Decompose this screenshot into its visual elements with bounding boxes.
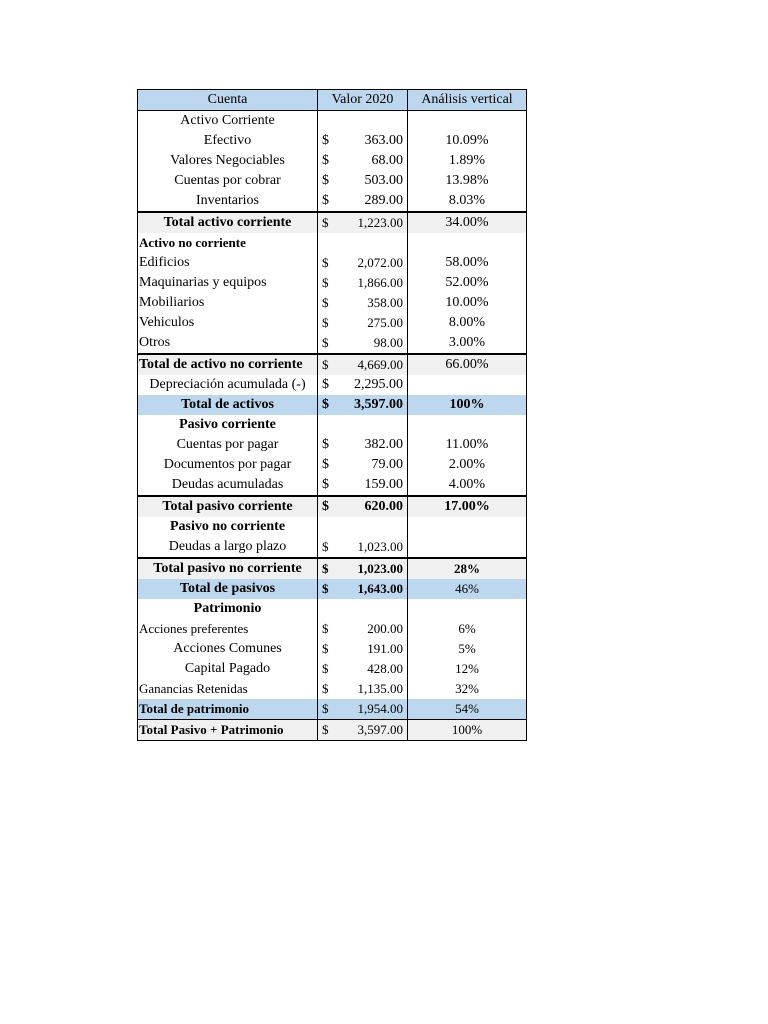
amount: 4,669.00 [357,357,403,372]
table-row [138,191,527,212]
currency-symbol: $ [322,722,329,737]
currency-symbol: $ [322,539,329,554]
row-percent[interactable]: 34.00% [408,212,527,233]
row-percent[interactable]: 1.89% [408,151,527,171]
table-row [138,253,527,273]
row-label[interactable]: Total Pasivo + Patrimonio [138,720,318,741]
amount: 363.00 [364,133,403,148]
currency-symbol: $ [322,315,329,330]
row-value[interactable] [318,599,408,619]
row-percent[interactable] [408,233,527,253]
amount: 98.00 [373,335,403,350]
currency-symbol: $ [322,215,329,230]
amount: 275.00 [367,315,403,330]
currency-symbol: $ [322,377,329,392]
row-value[interactable] [318,111,408,132]
row-value[interactable] [318,212,408,233]
grand-total-row [138,395,527,415]
table-row [138,455,527,475]
row-value[interactable] [318,455,408,475]
row-value[interactable] [318,273,408,293]
total-row [138,558,527,579]
row-label[interactable]: Total activo corriente [138,212,318,233]
row-value[interactable] [318,131,408,151]
row-label[interactable]: Pasivo no corriente [138,517,318,537]
currency-symbol: $ [322,457,329,472]
row-value[interactable] [318,639,408,659]
currency-symbol: $ [322,561,329,576]
amount: 200.00 [367,621,403,636]
section-row [138,517,527,537]
balance-sheet [137,89,526,741]
row-percent[interactable]: 6% [408,619,527,639]
table-row [138,273,527,293]
row-label[interactable]: Acciones Comunes [138,639,318,659]
currency-symbol: $ [322,193,329,208]
amount: 2,295.00 [354,377,403,392]
amount: 620.00 [364,499,403,514]
table-row [138,151,527,171]
section-row [138,233,527,253]
amount: 68.00 [371,153,403,168]
row-label[interactable]: Total de activo no corriente [138,354,318,375]
row-percent[interactable] [408,415,527,435]
row-percent[interactable]: 46% [408,579,527,599]
currency-symbol: $ [322,255,329,270]
grand-total-row [138,579,527,599]
currency-symbol: $ [322,701,329,716]
row-value[interactable] [318,151,408,171]
row-value[interactable] [318,517,408,537]
row-percent[interactable] [408,375,527,395]
table-row [138,639,527,659]
amount: 382.00 [364,437,403,452]
amount: 191.00 [367,641,403,656]
row-value[interactable] [318,313,408,333]
row-percent[interactable]: 4.00% [408,475,527,496]
row-percent[interactable]: 11.00% [408,435,527,455]
row-value[interactable] [318,558,408,579]
table-row [138,111,527,132]
table-row [138,333,527,354]
amount: 3,597.00 [354,397,403,412]
row-percent[interactable]: 66.00% [408,354,527,375]
currency-symbol: $ [322,477,329,492]
currency-symbol: $ [322,133,329,148]
row-percent[interactable] [408,599,527,619]
amount: 503.00 [364,173,403,188]
row-percent[interactable] [408,537,527,558]
row-label[interactable]: Pasivo corriente [138,415,318,435]
total-row [138,354,527,375]
row-label[interactable]: Ganancias Retenidas [138,679,318,699]
row-label[interactable]: Deudas a largo plazo [138,537,318,558]
table-row [138,435,527,455]
currency-symbol: $ [322,437,329,452]
grand-total-row [138,699,527,720]
currency-symbol: $ [322,335,329,350]
row-percent[interactable]: 54% [408,699,527,720]
row-label[interactable]: Depreciación acumulada (-) [138,375,318,395]
currency-symbol: $ [322,681,329,696]
currency-symbol: $ [322,661,329,676]
balance-table [137,89,527,741]
amount: 1,023.00 [357,561,403,576]
table-row [138,537,527,558]
header-analisis[interactable]: Análisis vertical [408,90,527,111]
row-label[interactable]: Valores Negociables [138,151,318,171]
row-label[interactable]: Cuentas por pagar [138,435,318,455]
row-label[interactable]: Maquinarias y equipos [138,273,318,293]
row-label[interactable]: Vehiculos [138,313,318,333]
amount: 3,597.00 [357,722,403,737]
total-row [138,496,527,517]
row-value[interactable] [318,659,408,679]
row-value[interactable] [318,191,408,212]
row-value[interactable] [318,293,408,313]
currency-symbol: $ [322,499,329,514]
table-header-row [138,90,527,111]
row-label[interactable]: Capital Pagado [138,659,318,679]
amount: 358.00 [367,295,403,310]
row-label[interactable]: Total de activos [138,395,318,415]
row-percent[interactable]: 13.98% [408,171,527,191]
row-label[interactable]: Cuentas por cobrar [138,171,318,191]
currency-symbol: $ [322,641,329,656]
row-label[interactable]: Acciones preferentes [138,619,318,639]
row-value[interactable] [318,679,408,699]
row-value[interactable] [318,475,408,496]
row-percent[interactable]: 100% [408,395,527,415]
row-value[interactable] [318,579,408,599]
row-percent[interactable]: 58.00% [408,253,527,273]
amount: 159.00 [364,477,403,492]
amount: 1,223.00 [357,215,403,230]
row-percent[interactable] [408,517,527,537]
amount: 1,954.00 [357,701,403,716]
header-valor[interactable]: Valor 2020 [318,90,408,111]
row-value[interactable] [318,233,408,253]
row-value[interactable] [318,354,408,375]
row-percent[interactable]: 10.09% [408,131,527,151]
row-label[interactable]: Deudas acumuladas [138,475,318,496]
row-label[interactable]: Activo Corriente [138,111,318,132]
amount: 1,866.00 [357,275,403,290]
row-percent[interactable]: 8.03% [408,191,527,212]
row-label[interactable]: Mobiliarios [138,293,318,313]
currency-symbol: $ [322,153,329,168]
table-row [138,659,527,679]
currency-symbol: $ [322,581,329,596]
row-percent[interactable] [408,111,527,132]
row-label[interactable]: Efectivo [138,131,318,151]
row-value[interactable] [318,699,408,720]
row-value[interactable] [318,496,408,517]
section-row [138,599,527,619]
row-value[interactable] [318,415,408,435]
row-value[interactable] [318,171,408,191]
row-value[interactable] [318,395,408,415]
row-percent[interactable]: 100% [408,720,527,741]
amount: 2,072.00 [357,255,403,270]
currency-symbol: $ [322,275,329,290]
currency-symbol: $ [322,621,329,636]
row-label[interactable]: Total pasivo no corriente [138,558,318,579]
row-label[interactable]: Edificios [138,253,318,273]
table-row [138,619,527,639]
row-value[interactable] [318,333,408,354]
row-percent[interactable]: 5% [408,639,527,659]
table-row [138,293,527,313]
currency-symbol: $ [322,397,329,412]
amount: 289.00 [364,193,403,208]
row-label[interactable]: Inventarios [138,191,318,212]
table-row [138,475,527,496]
table-row [138,171,527,191]
row-percent[interactable]: 17.00% [408,496,527,517]
row-value[interactable] [318,253,408,273]
row-label[interactable]: Otros [138,333,318,354]
section-row [138,415,527,435]
table-row [138,375,527,395]
currency-symbol: $ [322,173,329,188]
currency-symbol: $ [322,357,329,372]
row-percent[interactable]: 28% [408,558,527,579]
row-percent[interactable]: 32% [408,679,527,699]
table-row [138,313,527,333]
amount: 1,643.00 [357,581,403,596]
row-label[interactable]: Total pasivo corriente [138,496,318,517]
row-value[interactable] [318,619,408,639]
table-row [138,679,527,699]
row-label[interactable]: Total de pasivos [138,579,318,599]
amount: 428.00 [367,661,403,676]
row-percent[interactable]: 12% [408,659,527,679]
row-label[interactable]: Patrimonio [138,599,318,619]
grand-total-row [138,720,527,741]
row-percent[interactable]: 8.00% [408,313,527,333]
header-cuenta[interactable]: Cuenta [138,90,318,111]
amount: 1,135.00 [357,681,403,696]
row-label[interactable]: Documentos por pagar [138,455,318,475]
total-row [138,212,527,233]
row-percent[interactable]: 52.00% [408,273,527,293]
amount: 79.00 [371,457,403,472]
table-row [138,131,527,151]
row-percent[interactable]: 2.00% [408,455,527,475]
row-label[interactable]: Activo no corriente [138,233,318,253]
row-label[interactable]: Total de patrimonio [138,699,318,720]
row-value[interactable] [318,435,408,455]
amount: 1,023.00 [357,539,403,554]
row-percent[interactable]: 3.00% [408,333,527,354]
row-value[interactable] [318,720,408,741]
row-value[interactable] [318,537,408,558]
row-value[interactable] [318,375,408,395]
row-percent[interactable]: 10.00% [408,293,527,313]
currency-symbol: $ [322,295,329,310]
